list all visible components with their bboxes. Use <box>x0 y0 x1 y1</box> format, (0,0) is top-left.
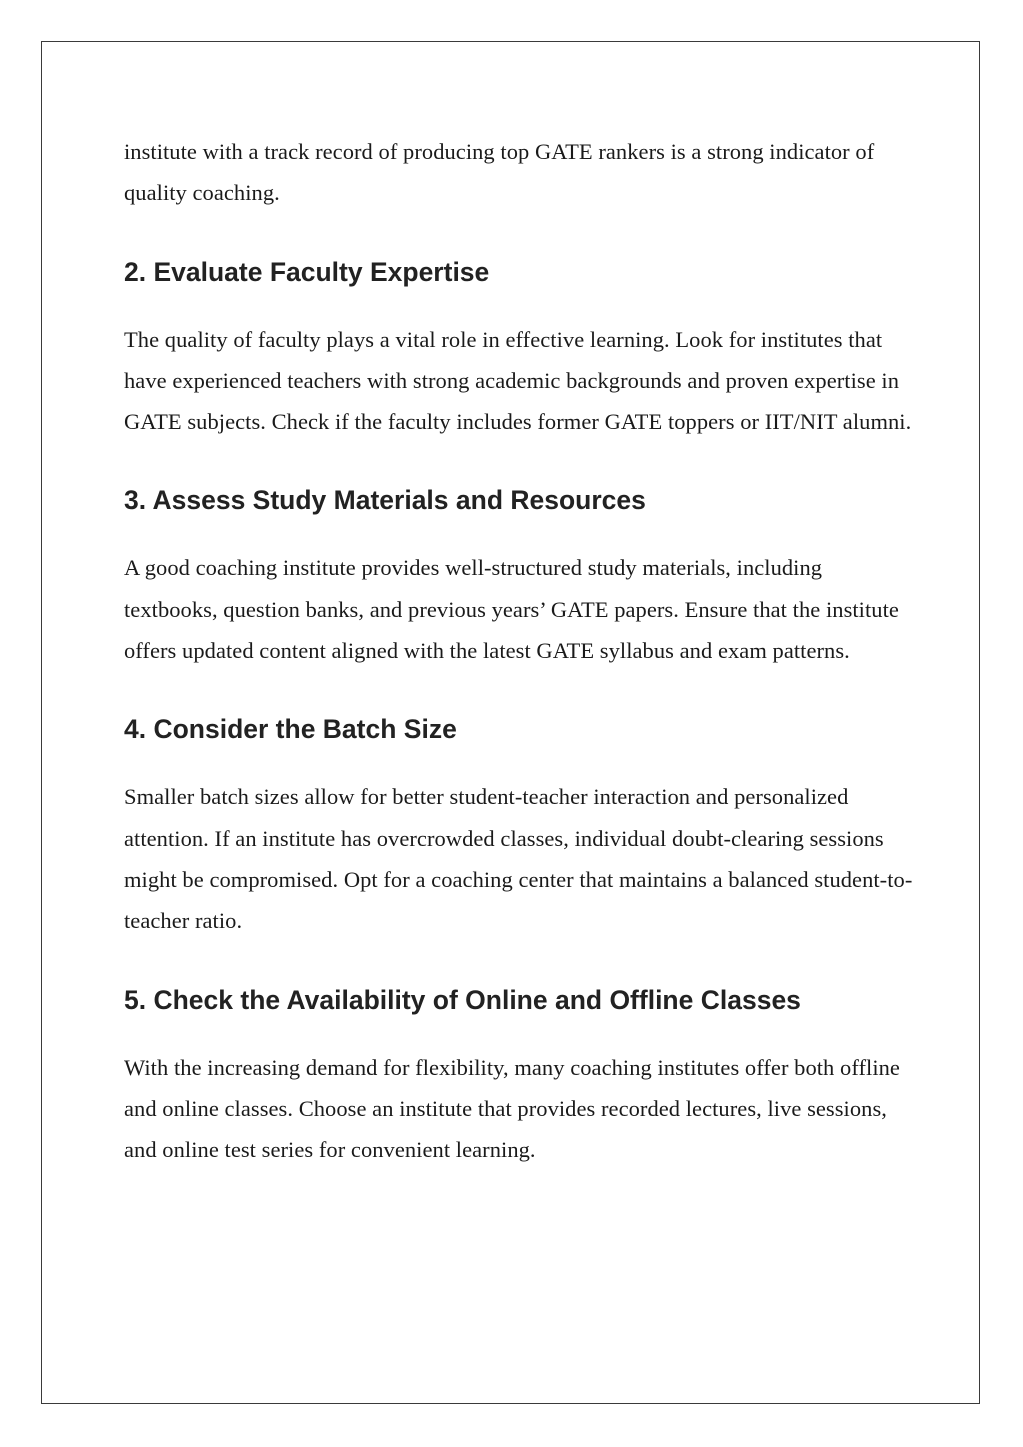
section-heading-batch-size: 4. Consider the Batch Size <box>124 714 457 745</box>
section-body-batch-size: Smaller batch sizes allow for better student-teacher interaction and personalized attention. If an institute has overcrowded classes, individual doubt-clearing sessions might be compromised. Opt for a coaching center that maintains a balanced student-to-teacher ratio. <box>124 784 913 934</box>
section-body-study-materials: A good coaching institute provides well-structured study materials, including textbooks, question banks, and previous years’ GATE papers. Ensure that the institute offers updated content aligned with the latest GATE syllabus and exam patterns. <box>124 555 899 664</box>
section-heading-faculty-expertise: 2. Evaluate Faculty Expertise <box>124 256 490 287</box>
section-heading-online-offline-classes: 5. Check the Availability of Online and Offline Classes <box>124 984 801 1015</box>
intro-paragraph: institute with a track record of producing top GATE rankers is a strong indicator of quality coaching. <box>124 139 875 206</box>
section-body-online-offline-classes: With the increasing demand for flexibility, many coaching institutes offer both offline and online classes. Choose an institute that provides recorded lectures, live sessions, and online test series for convenient learning. <box>124 1054 900 1163</box>
document-content <box>124 131 914 1170</box>
section-heading-study-materials: 3. Assess Study Materials and Resources <box>124 485 646 516</box>
section-body-faculty-expertise: The quality of faculty plays a vital role in effective learning. Look for institutes that have experienced teachers with strong academic backgrounds and proven expertise in GATE subjects. Check if the faculty includes former GATE toppers or IIT/NIT alumni. <box>124 326 912 435</box>
